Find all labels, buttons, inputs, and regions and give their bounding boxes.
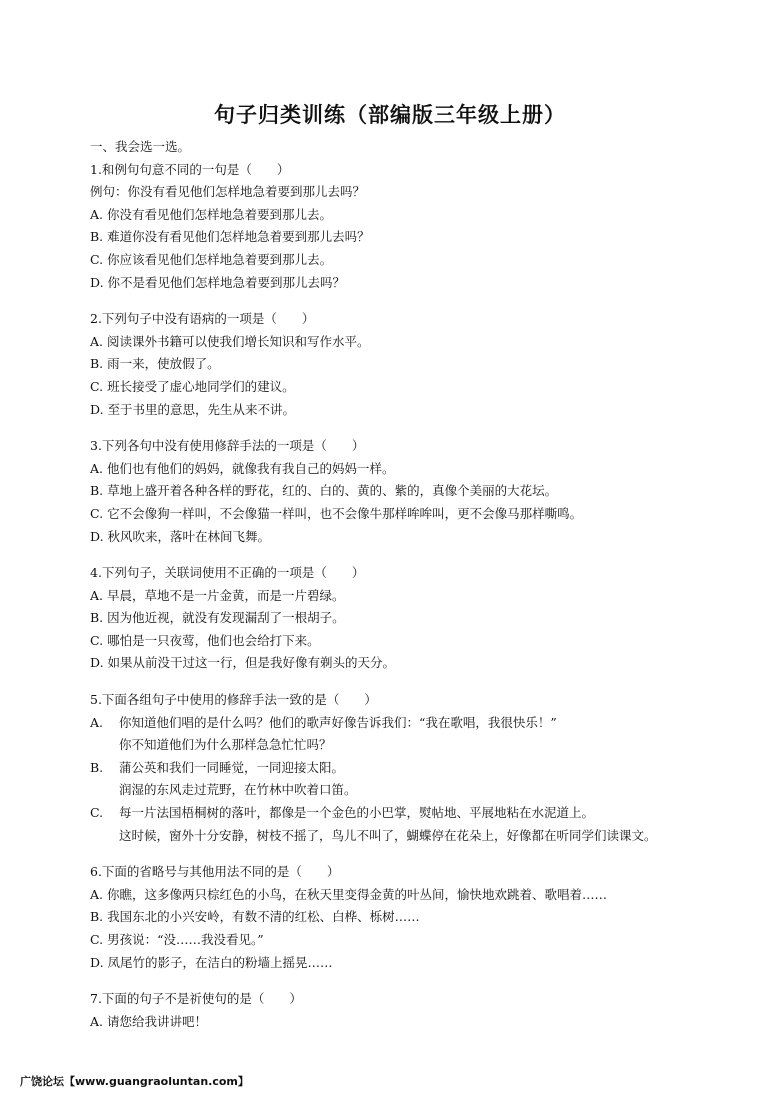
question-stem: 2.下列句子中没有语病的一项是（ ）	[90, 311, 315, 327]
option-b	[90, 757, 760, 780]
question-4	[90, 562, 760, 675]
option-a: A. 早晨，草地不是一片金黄，而是一片碧绿。	[90, 587, 345, 603]
option-c: C. 哪怕是一只夜莺，他们也会给打下来。	[90, 632, 320, 648]
question-stem: 6.下面的省略号与其他用法不同的是（ ）	[90, 864, 340, 880]
option-c	[90, 802, 760, 825]
option-b: B. 雨一来，使放假了。	[90, 356, 220, 372]
option-a: A. 阅读课外书籍可以使我们增长知识和写作水平。	[90, 333, 370, 349]
question-2	[90, 308, 760, 421]
footer-watermark: 广饶论坛【www.guangraoluntan.com】	[20, 1075, 249, 1088]
option-a-continuation: 你不知道他们为什么那样急急忙忙吗？	[119, 737, 332, 753]
option-a	[90, 712, 760, 735]
question-1	[90, 159, 760, 295]
option-d: D. 至于书里的意思，先生从来不讲。	[90, 401, 296, 417]
option-a: A. 你瞧，这多像两只棕红色的小鸟，在秋天里变得金黄的叶丛间，愉快地欢跳着、歌唱着……	[90, 886, 607, 902]
option-c-continuation: 这时候，窗外十分安静，树枝不摇了，鸟儿不叫了，蝴蝶停在花朵上，好像都在听同学们读课文。	[119, 827, 657, 843]
example-sentence: 例句：你没有看见他们怎样地急着要到那儿去吗？	[90, 184, 366, 200]
worksheet-content	[90, 136, 760, 1033]
option-b: B. 草地上盛开着各种各样的野花，红的、白的、黄的、紫的，真像个美丽的大花坛。	[90, 483, 558, 499]
option-c: C. 班长接受了虚心地同学们的建议。	[90, 378, 295, 394]
question-stem: 5.下面各组句子中使用的修辞手法一致的是（ ）	[90, 692, 377, 708]
question-stem: 4.下列句子，关联词使用不正确的一项是（ ）	[90, 565, 365, 581]
option-label: B.	[90, 759, 104, 775]
option-d: D. 你不是看见他们怎样地急着要到那儿去吗？	[90, 274, 346, 290]
option-b: B. 因为他近视，就没有发现漏刮了一根胡子。	[90, 610, 345, 626]
question-stem: 1.和例句句意不同的一句是（ ）	[90, 161, 290, 177]
option-d: D. 秋风吹来，落叶在林间飞舞。	[90, 528, 271, 544]
section-heading: 一、我会选一选。	[90, 139, 191, 154]
option-b-continuation: 润湿的东风走过荒野，在竹林中吹着口笛。	[119, 782, 357, 798]
document-title: 句子归类训练（部编版三年级上册）	[214, 103, 566, 127]
question-5	[90, 689, 760, 847]
option-line: 每一片法国梧桐树的落叶，都像是一个金色的小巴掌，熨帖地、平展地粘在水泥道上。	[119, 805, 595, 821]
question-3	[90, 435, 760, 548]
option-line: 你知道他们唱的是什么吗？他们的歌声好像告诉我们：“我在歌唱，我很快乐！”	[119, 714, 557, 730]
option-d: D. 凤尾竹的影子，在洁白的粉墙上摇晃……	[90, 954, 333, 970]
option-a: A. 请您给我讲讲吧！	[90, 1013, 207, 1029]
option-a: A. 他们也有他们的妈妈，就像我有我自己的妈妈一样。	[90, 460, 395, 476]
option-a: A. 你没有看见他们怎样地急着要到那儿去。	[90, 206, 332, 222]
option-c: C. 男孩说：“没……我没看见。”	[90, 932, 264, 947]
option-b: B. 我国东北的小兴安岭，有数不清的红松、白桦、栎树……	[90, 909, 420, 925]
question-7	[90, 988, 760, 1033]
option-line: 蒲公英和我们一同睡觉，一同迎接太阳。	[119, 759, 345, 775]
option-label: C.	[90, 805, 104, 821]
option-label: A.	[90, 714, 104, 730]
option-d: D. 如果从前没干过这一行，但是我好像有剃头的天分。	[90, 655, 396, 671]
question-stem: 3.下列各句中没有使用修辞手法的一项是（ ）	[90, 438, 365, 454]
option-c: C. 它不会像狗一样叫，不会像猫一样叫，也不会像牛那样哞哞叫，更不会像马那样嘶鸣。	[90, 505, 583, 521]
option-b: B. 难道你没有看见他们怎样地急着要到那儿去吗？	[90, 229, 370, 245]
option-c: C. 你应该看见他们怎样地急着要到那儿去。	[90, 251, 333, 267]
question-6	[90, 861, 760, 974]
question-stem: 7.下面的句子不是祈使句的是（ ）	[90, 991, 302, 1007]
